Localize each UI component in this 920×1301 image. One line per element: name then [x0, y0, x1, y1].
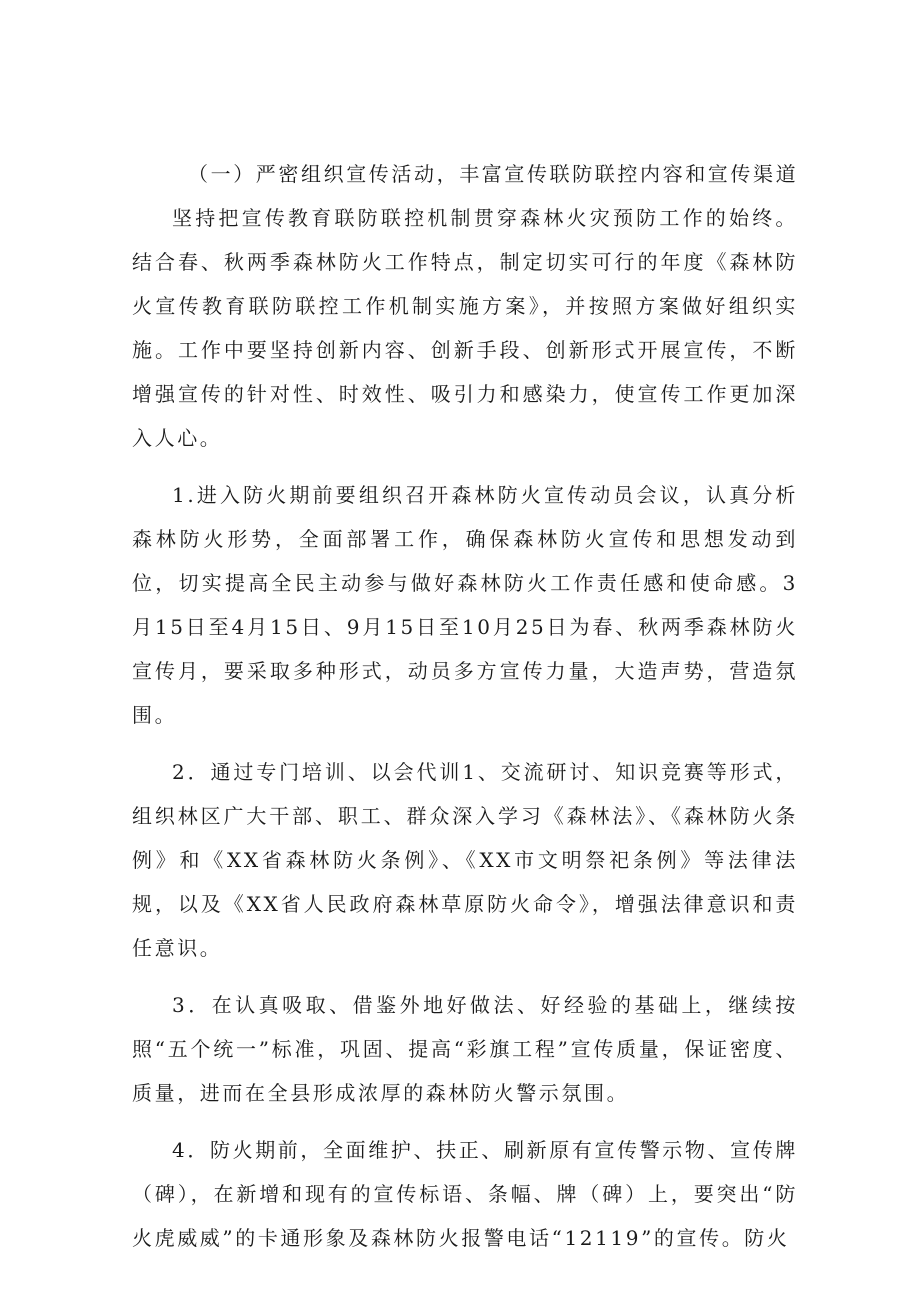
document-body: [132, 152, 798, 1273]
paragraph-item-4: 4．防火期前，全面维护、扶正、刷新原有宣传警示物、宣传牌（碑），在新增和现有的宣传标语、条幅、牌（碑）上，要突出“防火虎威威”的卡通形象及森林防火报警电话“12119”的宣传。防火: [132, 1138, 798, 1250]
paragraph-intro: 坚持把宣传教育联防联控机制贯穿森林火灾预防工作的始终。结合春、秋两季森林防火工作特点，制定切实可行的年度《森林防火宣传教育联防联控工作机制实施方案》，并按照方案做好组织实施。工作中要坚持创新内容、创新手段、创新形式开展宣传，不断增强宣传的针对性、时效性、吸引力和感染力，使宣传工作更加深入人心。: [132, 206, 798, 450]
paragraph-item-2: 2．通过专门培训、以会代训1、交流研讨、知识竞赛等形式，组织林区广大干部、职工、群众深入学习《森林法》、《森林防火条例》和《XX省森林防火条例》、《XX市文明祭祀条例》等法律法规，以及《XX省人民政府森林草原防火命令》，增强法律意识和责任意识。: [132, 760, 798, 960]
paragraph-item-3: 3．在认真吸取、借鉴外地好做法、好经验的基础上，继续按照“五个统一”标准，巩固、提高“彩旗工程”宣传质量，保证密度、质量，进而在全县形成浓厚的森林防火警示氛围。: [132, 993, 798, 1105]
section-heading: （一）严密组织宣传活动，丰富宣传联防联控内容和宣传渠道: [188, 162, 799, 186]
paragraph-item-1: 1.进入防火期前要组织召开森林防火宣传动员会议，认真分析森林防火形势，全面部署工作，确保森林防火宣传和思想发动到位，切实提高全民主动参与做好森林防火工作责任感和使命感。3月15日至4月15日、9月15日至10月25日为春、秋两季森林防火宣传月，要采取多种形式，动员多方宣传力量，大造声势，营造氛围。: [132, 483, 798, 727]
